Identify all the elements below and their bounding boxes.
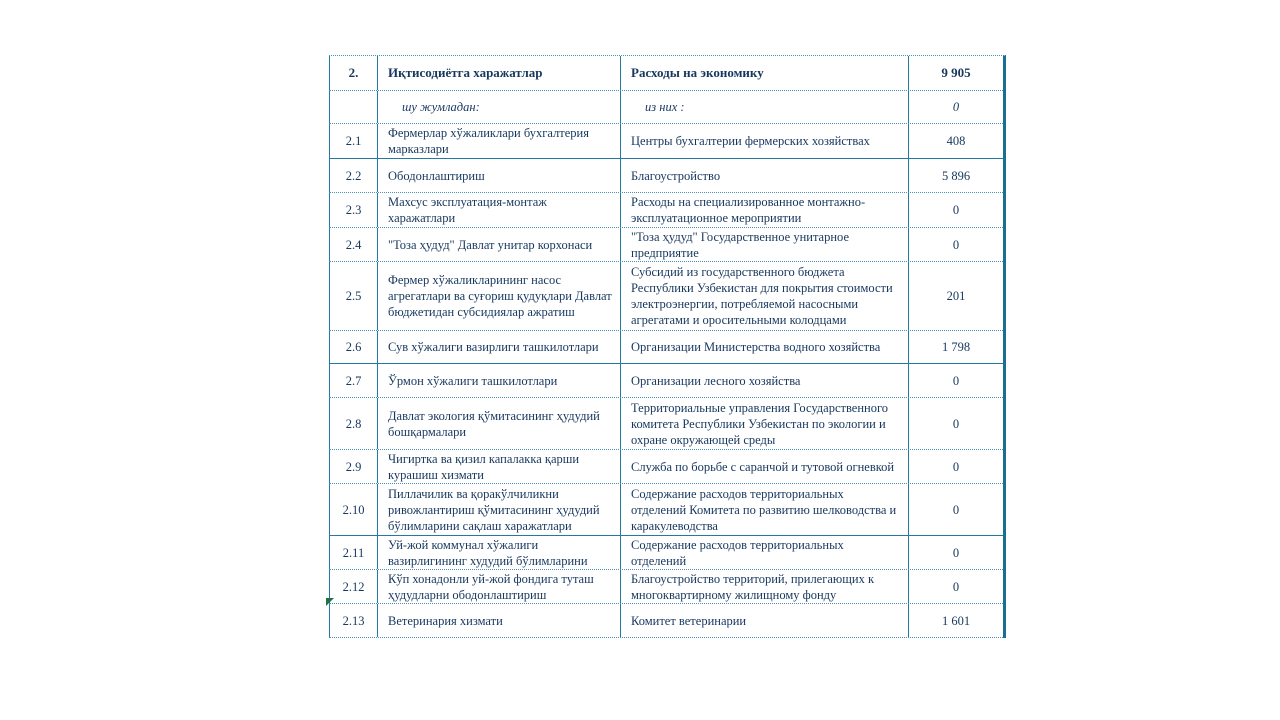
uzbek-label-cell[interactable]: [377, 91, 620, 123]
russian-label-cell[interactable]: [620, 536, 908, 569]
uzbek-label-text: Иқтисодиётга харажатлар: [388, 65, 543, 80]
value-cell[interactable]: [908, 228, 1003, 261]
uzbek-label-cell[interactable]: [377, 262, 620, 330]
russian-label-text: Благоустройство: [631, 168, 721, 183]
value-cell[interactable]: [908, 536, 1003, 569]
russian-label-cell[interactable]: [620, 56, 908, 90]
value-text: 0: [952, 373, 960, 388]
row-number-cell[interactable]: [329, 262, 377, 330]
table-row: [329, 570, 1003, 604]
russian-label-cell[interactable]: [620, 398, 908, 449]
row-number-text: 2.1: [345, 134, 362, 148]
row-number-cell[interactable]: [329, 398, 377, 449]
russian-label-text: Организации лесного хозяйства: [631, 373, 801, 388]
row-number-cell[interactable]: [329, 570, 377, 603]
row-number-cell[interactable]: [329, 604, 377, 637]
russian-label-cell[interactable]: [620, 570, 908, 603]
row-number-text: 2.8: [345, 416, 362, 431]
uzbek-label-cell[interactable]: [377, 570, 620, 603]
russian-label-text: "Тоза ҳудуд" Государственное унитарное предприятие: [631, 229, 849, 260]
russian-label-cell[interactable]: [620, 124, 908, 158]
uzbek-label-cell[interactable]: [377, 159, 620, 192]
russian-label-cell[interactable]: [620, 228, 908, 261]
row-number-cell[interactable]: [329, 91, 377, 123]
table-row: [329, 159, 1003, 193]
uzbek-label-text: Уй-жой коммунал хўжалиги вазирлигининг худудий бўлимларини: [388, 537, 588, 568]
russian-label-cell[interactable]: [620, 364, 908, 397]
value-cell[interactable]: [908, 450, 1003, 483]
table-row: [329, 331, 1003, 364]
row-number-text: 2.11: [342, 545, 365, 560]
value-text: 0: [952, 545, 960, 560]
uzbek-label-text: Фермер хўжаликларининг насос агрегатлари ва суғориш қудуқлари Давлат бюджетидан субсидиялар ажратиш: [388, 273, 612, 319]
uzbek-label-cell[interactable]: [377, 536, 620, 569]
uzbek-label-cell[interactable]: [377, 193, 620, 227]
row-number-text: 2.2: [345, 168, 362, 183]
russian-label-text: Организации Министерства водного хозяйства: [631, 340, 881, 354]
uzbek-label-cell[interactable]: [377, 484, 620, 535]
table-row: [329, 193, 1003, 228]
table-row: [329, 262, 1003, 331]
value-text: 201: [946, 289, 966, 303]
uzbek-label-cell[interactable]: [377, 450, 620, 483]
value-text: 0: [952, 459, 960, 474]
budget-table: [329, 55, 1006, 638]
row-number-cell[interactable]: [329, 536, 377, 569]
value-text: 408: [946, 134, 966, 148]
russian-label-cell[interactable]: [620, 331, 908, 363]
uzbek-label-text: Давлат экология қўмитасининг ҳудудий бошқармалари: [388, 408, 600, 439]
uzbek-label-cell[interactable]: [377, 398, 620, 449]
russian-label-text: Содержание расходов территориальных отделений: [631, 537, 844, 568]
value-cell[interactable]: [908, 331, 1003, 363]
value-cell[interactable]: [908, 159, 1003, 192]
row-number-text: 2.6: [345, 340, 362, 354]
uzbek-label-cell[interactable]: [377, 56, 620, 90]
row-number-cell[interactable]: [329, 364, 377, 397]
value-text: 0: [952, 203, 960, 217]
row-number-text: 2.7: [345, 373, 362, 388]
value-text: 0: [952, 502, 960, 517]
uzbek-label-text: Махсус эксплуатация-монтаж харажатлари: [388, 195, 547, 225]
uzbek-label-cell[interactable]: [377, 604, 620, 637]
russian-label-text: Субсидий из государственного бюджета Республики Узбекистан для покрытия стоимости электроэнергии, потребляемой насосными агрегатами и оросительными колодцами: [631, 265, 893, 327]
value-cell[interactable]: [908, 398, 1003, 449]
russian-label-text: Территориальные управления Государственного комитета Республики Узбекистан по экологии и охране окружающей среды: [631, 400, 889, 447]
uzbek-label-cell[interactable]: [377, 124, 620, 158]
row-number-text: 2.4: [345, 237, 362, 252]
table-row: [329, 398, 1003, 450]
table-row: [329, 56, 1003, 91]
value-cell[interactable]: [908, 604, 1003, 637]
value-cell[interactable]: [908, 570, 1003, 603]
row-number-text: 2.12: [342, 579, 365, 594]
value-text: 1 601: [941, 613, 971, 628]
uzbek-label-cell[interactable]: [377, 364, 620, 397]
value-cell[interactable]: [908, 91, 1003, 123]
row-number-text: 2.9: [345, 459, 362, 474]
uzbek-label-text: Чигиртка ва қизил капалакка қарши курашиш хизмати: [388, 451, 580, 482]
value-cell[interactable]: [908, 193, 1003, 227]
russian-label-cell[interactable]: [620, 91, 908, 123]
row-number-cell[interactable]: [329, 484, 377, 535]
value-text: 9 905: [941, 65, 971, 80]
value-cell[interactable]: [908, 364, 1003, 397]
russian-label-cell[interactable]: [620, 450, 908, 483]
russian-label-cell[interactable]: [620, 604, 908, 637]
row-number-cell[interactable]: [329, 331, 377, 363]
table-row: [329, 91, 1003, 124]
table-row: [329, 536, 1003, 570]
table-row: [329, 484, 1003, 536]
value-cell[interactable]: [908, 124, 1003, 158]
russian-label-cell[interactable]: [620, 159, 908, 192]
value-text: 0: [952, 100, 960, 114]
table-row: [329, 124, 1003, 159]
uzbek-label-text: Ветеринария хизмати: [388, 613, 503, 628]
row-number-text: 2.3: [345, 203, 362, 217]
russian-label-text: Центры бухгалтерии фермерских хозяйствах: [631, 134, 870, 148]
value-text: 5 896: [941, 168, 971, 183]
value-text: 0: [952, 416, 960, 431]
uzbek-label-cell[interactable]: [377, 228, 620, 261]
russian-label-text: из них :: [645, 100, 685, 114]
russian-label-text: Комитет ветеринарии: [631, 613, 747, 628]
uzbek-label-text: шу жумладан:: [402, 100, 480, 114]
uzbek-label-text: Ўрмон хўжалиги ташкилотлари: [388, 373, 558, 388]
comment-flag-icon: [326, 598, 334, 606]
uzbek-label-text: Пиллачилик ва қоракўлчиликни ривожлантириш қўмитасининг ҳудудий бўлимларини сақлаш харажатлари: [388, 486, 600, 533]
row-number-text: 2.5: [345, 289, 362, 303]
value-text: 1 798: [941, 340, 971, 354]
uzbek-label-text: "Тоза ҳудуд" Давлат унитар корхонаси: [388, 237, 593, 252]
row-number-cell[interactable]: [329, 56, 377, 90]
russian-label-cell[interactable]: [620, 193, 908, 227]
value-cell[interactable]: [908, 484, 1003, 535]
row-number-cell[interactable]: [329, 450, 377, 483]
value-text: 0: [952, 237, 960, 252]
uzbek-label-cell[interactable]: [377, 331, 620, 363]
uzbek-label-text: Фермерлар хўжаликлари бухгалтерия марказлари: [388, 126, 589, 156]
russian-label-text: Расходы на специализированное монтажно-эксплуатационное мероприятии: [631, 195, 866, 225]
value-text: 0: [952, 579, 960, 594]
russian-label-cell[interactable]: [620, 484, 908, 535]
row-number-text: 2.10: [342, 502, 365, 517]
russian-label-text: Служба по борьбе с саранчой и тутовой огневкой: [631, 459, 895, 474]
russian-label-text: Благоустройство территорий, прилегающих к многоквартирному жилищному фонду: [631, 571, 875, 602]
value-cell[interactable]: [908, 56, 1003, 90]
row-number-cell[interactable]: [329, 124, 377, 158]
uzbek-label-text: Кўп хонадонли уй-жой фондига туташ ҳудудларни ободонлаштириш: [388, 571, 594, 602]
row-number-cell[interactable]: [329, 159, 377, 192]
table-row: [329, 364, 1003, 398]
row-number-text: 2.: [348, 65, 359, 80]
row-number-cell[interactable]: [329, 193, 377, 227]
row-number-cell[interactable]: [329, 228, 377, 261]
table-row: [329, 450, 1003, 484]
uzbek-label-text: Сув хўжалиги вазирлиги ташкилотлари: [388, 340, 599, 354]
row-number-text: 2.13: [342, 613, 365, 628]
uzbek-label-text: Ободонлаштириш: [388, 168, 485, 183]
russian-label-text: Содержание расходов территориальных отделений Комитета по развитию шелководства и каракулеводства: [631, 486, 897, 533]
table-row: [329, 228, 1003, 262]
russian-label-text: Расходы на экономику: [631, 65, 764, 80]
table-row: [329, 604, 1003, 638]
value-cell[interactable]: [908, 262, 1003, 330]
russian-label-cell[interactable]: [620, 262, 908, 330]
